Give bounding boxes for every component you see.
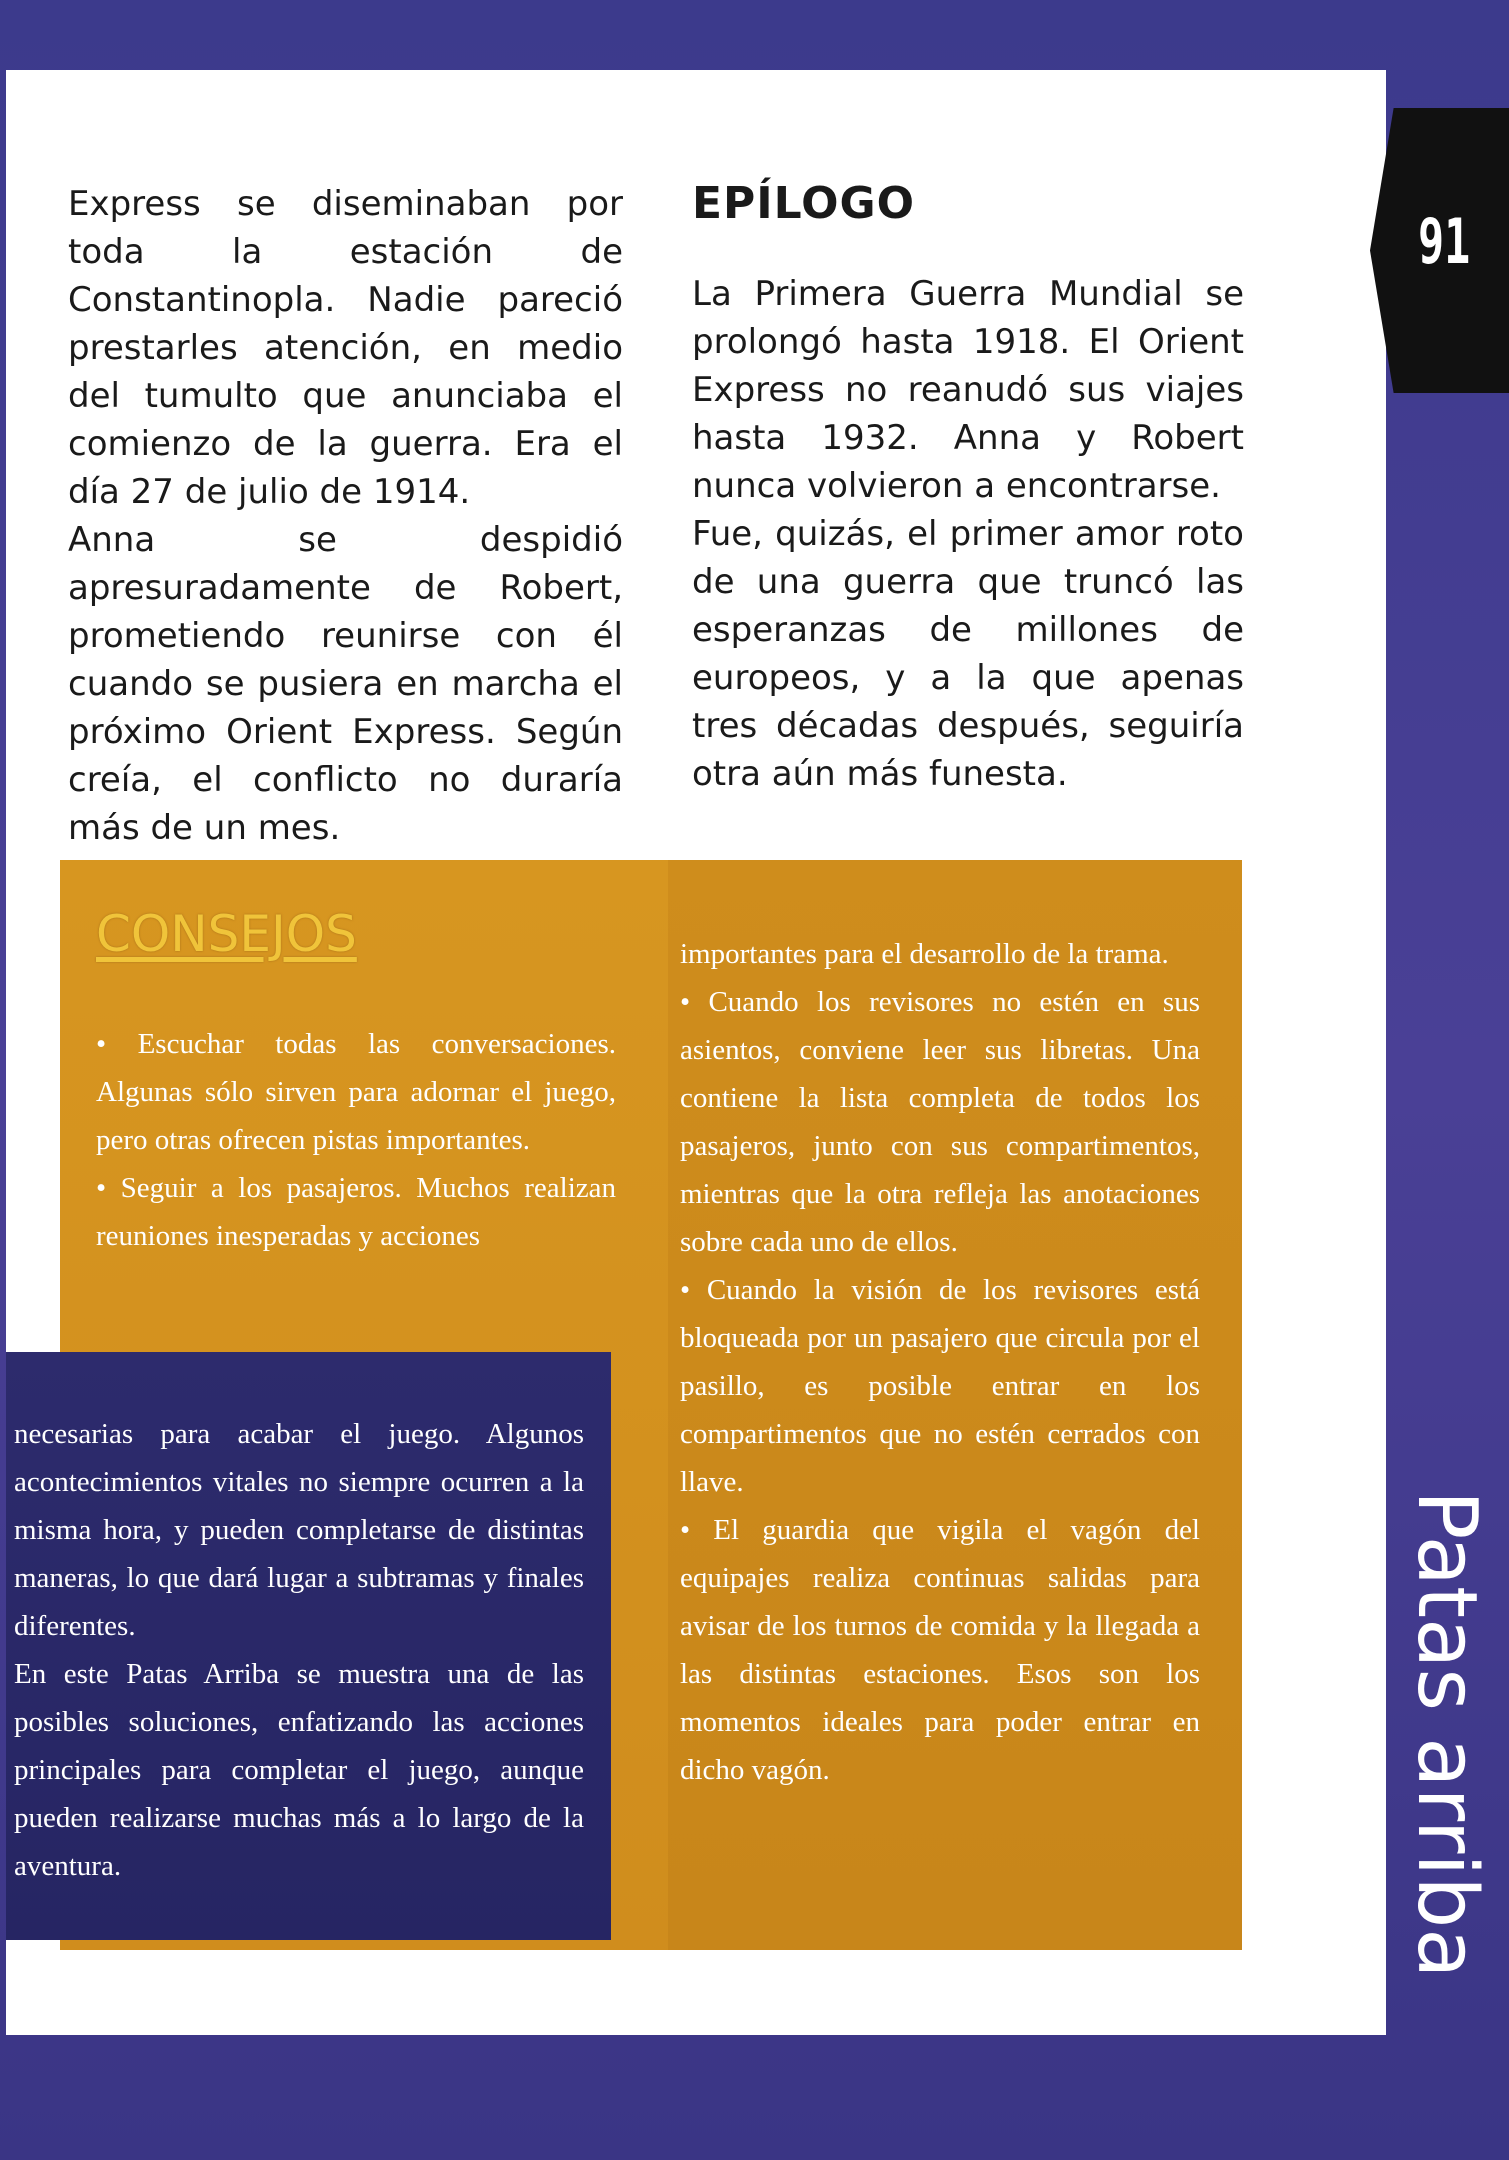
consejos-right-column [680,930,1200,1794]
tip-paragraph: importantes para el desarrollo de la trama. [680,938,1169,970]
left-paragraph: Anna se despidió apresuradamente de Robert, prometiendo reunirse con él cuando se pusiera en marcha el próximo Orient Express. Según creía, el conflicto no duraría más de un mes. [68,520,623,848]
epilogue-column [692,270,1244,798]
consejos-left-column [96,1020,616,1260]
tip-paragraph: • Cuando la visión de los revisores está bloqueada por un pasajero que circula por el pasillo, es posible entrar en los compartimentos que no estén cerrados con llave. [680,1274,1200,1498]
consejos-title: CONSEJOS [96,905,357,963]
tip-paragraph: • El guardia que vigila el vagón del equipajes realiza continuas salidas para avisar de los turnos de comida y la llegada a las distintas estaciones. Esos son los momentos ideales para poder entrar en dicho vagón. [680,1514,1200,1786]
tip-paragraph: • Seguir a los pasajeros. Muchos realizan reuniones inesperadas y acciones [96,1172,616,1252]
section-title: Patas arriba [1399,1490,1494,1979]
blue-paragraph: En este Patas Arriba se muestra una de las posibles soluciones, enfatizando las acciones principales para completar el juego, aunque pueden realizarse muchas más a lo largo de la aventura. [14,1658,584,1882]
left-paragraph: Express se diseminaban por toda la estación de Constantinopla. Nadie pareció prestarles atención, en medio del tumulto que anunciaba el comienzo de la guerra. Era el día 27 de julio de 1914. [68,184,623,512]
tip-paragraph: • Cuando los revisores no estén en sus asientos, conviene leer sus libretas. Una contiene la lista completa de todos los pasajeros, junto con sus compartimentos, mientras que la otra refleja las anotaciones sobre cada uno de ellos. [680,986,1200,1258]
epilogue-heading: EPÍLOGO [692,178,916,229]
blue-box-text [14,1410,584,1890]
tip-paragraph: • Escuchar todas las conversaciones. Algunas sólo sirven para adornar el juego, pero otras ofrecen pistas importantes. [96,1028,616,1156]
epilogue-paragraph: La Primera Guerra Mundial se prolongó hasta 1918. El Orient Express no reanudó sus viajes hasta 1932. Anna y Robert nunca volvieron a encontrarse. [692,274,1244,506]
left-column [68,180,623,852]
page-number: 91 [1418,205,1471,278]
blue-paragraph: necesarias para acabar el juego. Algunos acontecimientos vitales no siempre ocurren a la misma hora, y pueden completarse de distintas maneras, lo que dará lugar a subtramas y finales diferentes. [14,1418,584,1642]
epilogue-paragraph: Fue, quizás, el primer amor roto de una guerra que truncó las esperanzas de millones de europeos, y a la que apenas tres décadas después, seguiría otra aún más funesta. [692,514,1244,794]
